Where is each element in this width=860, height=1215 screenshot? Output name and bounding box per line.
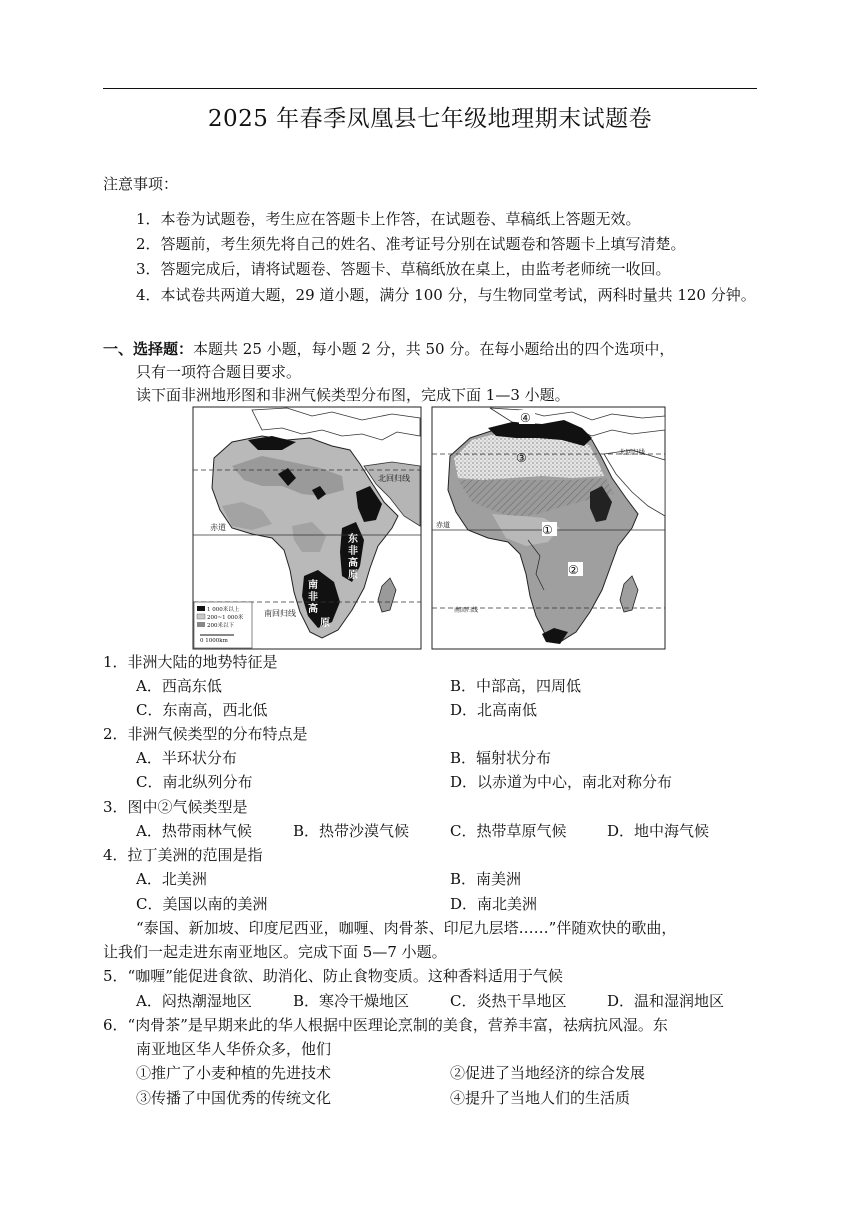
q1-option-d: D．北高南低 — [450, 701, 538, 719]
zone-3-label: ③ — [516, 451, 527, 465]
q3-option-a: A．热带雨林气候 — [136, 822, 252, 840]
q4-option-d: D．南北美洲 — [450, 895, 538, 913]
zone-4-label: ④ — [520, 411, 531, 425]
right-tropic-s-label: 南回归线 — [454, 607, 479, 614]
page-title: 2025 年春季凤凰县七年级地理期末试题卷 — [207, 106, 653, 132]
question-1-stem: 1．非洲大陆的地势特征是 — [103, 653, 278, 671]
right-tropic-n-label: 北回归线 — [619, 448, 645, 456]
passage-2-line-2: 让我们一起走进东南亚地区。完成下面 5—7 小题。 — [103, 943, 447, 961]
south-plateau-char-1: 南 — [308, 580, 318, 591]
map-intro: 读下面非洲地形图和非洲气候类型分布图，完成下面 1—3 小题。 — [136, 386, 570, 404]
top-rule — [103, 88, 757, 89]
legend-200-1000: 200~1 000米 — [207, 615, 244, 621]
q3-option-c: C．热带草原气候 — [450, 822, 567, 840]
question-6-stem-2: 南亚地区华人华侨众多，他们 — [136, 1040, 332, 1058]
q6-item-4: ④提升了当地人们的生活质 — [450, 1089, 631, 1107]
q3-option-b: B．热带沙漠气候 — [293, 822, 410, 840]
notice-heading: 注意事项： — [103, 175, 179, 193]
q5-option-b: B．寒冷干燥地区 — [293, 992, 410, 1010]
notice-item-4: 4．本试卷共两道大题，29 道小题，满分 100 分，与生物同堂考试，两科时量共 120 分钟。 — [136, 286, 756, 304]
east-plateau-char-3: 高 — [348, 558, 358, 569]
q4-option-a: A．北美洲 — [136, 870, 207, 888]
q2-option-d: D．以赤道为中心，南北对称分布 — [450, 773, 673, 791]
question-3-stem: 3．图中②气候类型是 — [103, 798, 248, 816]
left-equator-label: 赤道 — [210, 523, 226, 532]
terrain-map — [193, 407, 421, 649]
east-plateau-char-4: 原 — [348, 570, 358, 581]
notice-item-1: 1．本卷为试题卷，考生应在答题卡上作答，在试题卷、草稿纸上答题无效。 — [136, 210, 641, 228]
south-plateau-char-4: 原 — [320, 618, 330, 629]
notice-item-2: 2．答题前，考生须先将自己的姓名、准考证号分别在试题卷和答题卡上填写清楚。 — [136, 235, 686, 253]
q6-item-1: ①推广了小麦种植的先进技术 — [136, 1064, 332, 1082]
passage-2-line-1: “泰国、新加坡、印度尼西亚，咖喱、肉骨茶、印尼九层塔……”伴随欢快的歌曲， — [136, 919, 677, 937]
east-plateau-char-2: 非 — [348, 546, 358, 557]
q6-item-2: ②促进了当地经济的综合发展 — [450, 1064, 646, 1082]
south-plateau-char-3: 高 — [308, 604, 318, 615]
terrain-legend — [194, 602, 252, 648]
question-6-stem-1: 6．“肉骨茶”是早期来此的华人根据中医理论烹制的美食，营养丰富，祛病抗风湿。东 — [103, 1016, 668, 1034]
q2-option-c: C．南北纵列分布 — [136, 773, 253, 791]
q5-option-a: A．闷热潮湿地区 — [136, 992, 252, 1010]
zone-2-label: ② — [568, 563, 579, 577]
q5-option-c: C．炎热干旱地区 — [450, 992, 567, 1010]
q4-option-b: B．南美洲 — [450, 870, 522, 888]
q1-option-c: C．东南高，西北低 — [136, 701, 268, 719]
africa-maps-figure — [192, 406, 666, 650]
east-plateau-char-1: 东 — [348, 534, 358, 545]
q5-option-d: D．温和湿润地区 — [607, 992, 725, 1010]
legend-scale: 0 1000km — [200, 638, 228, 644]
left-tropic-s-label: 南回归线 — [264, 609, 296, 618]
legend-below-200: 200米以下 — [207, 623, 234, 629]
q6-item-3: ③传播了中国优秀的传统文化 — [136, 1089, 332, 1107]
q1-option-b: B．中部高，四周低 — [450, 677, 582, 695]
legend-above-1000: 1 000米以上 — [207, 607, 240, 613]
question-5-stem: 5．“咖喱”能促进食欲、助消化、防止食物变质。这种香料适用于气候 — [103, 967, 563, 985]
q4-option-c: C．美国以南的美洲 — [136, 895, 268, 913]
section-1-header — [103, 338, 674, 360]
south-plateau-char-2: 非 — [308, 592, 318, 603]
question-2-stem: 2．非洲气候类型的分布特点是 — [103, 725, 308, 743]
zone-1-label: ① — [542, 523, 553, 537]
q2-option-b: B．辐射状分布 — [450, 749, 552, 767]
left-tropic-n-label: 北回归线 — [378, 474, 410, 483]
climate-map — [432, 407, 665, 649]
section-1-text: 本题共 25 小题，每小题 2 分，共 50 分。在每小题给出的四个选项中， — [193, 340, 675, 358]
section-1-heading: 一、选择题： — [103, 340, 194, 358]
question-4-stem: 4．拉丁美洲的范围是指 — [103, 846, 263, 864]
section-1-text-2: 只有一项符合题目要求。 — [136, 363, 302, 381]
q1-option-a: A．西高东低 — [136, 677, 222, 695]
notice-item-3: 3．答题完成后，请将试题卷、答题卡、草稿纸放在桌上，由监考老师统一收回。 — [136, 260, 671, 278]
right-equator-label: 赤道 — [436, 521, 450, 529]
q2-option-a: A．半环状分布 — [136, 749, 237, 767]
q3-option-d: D．地中海气候 — [607, 822, 710, 840]
